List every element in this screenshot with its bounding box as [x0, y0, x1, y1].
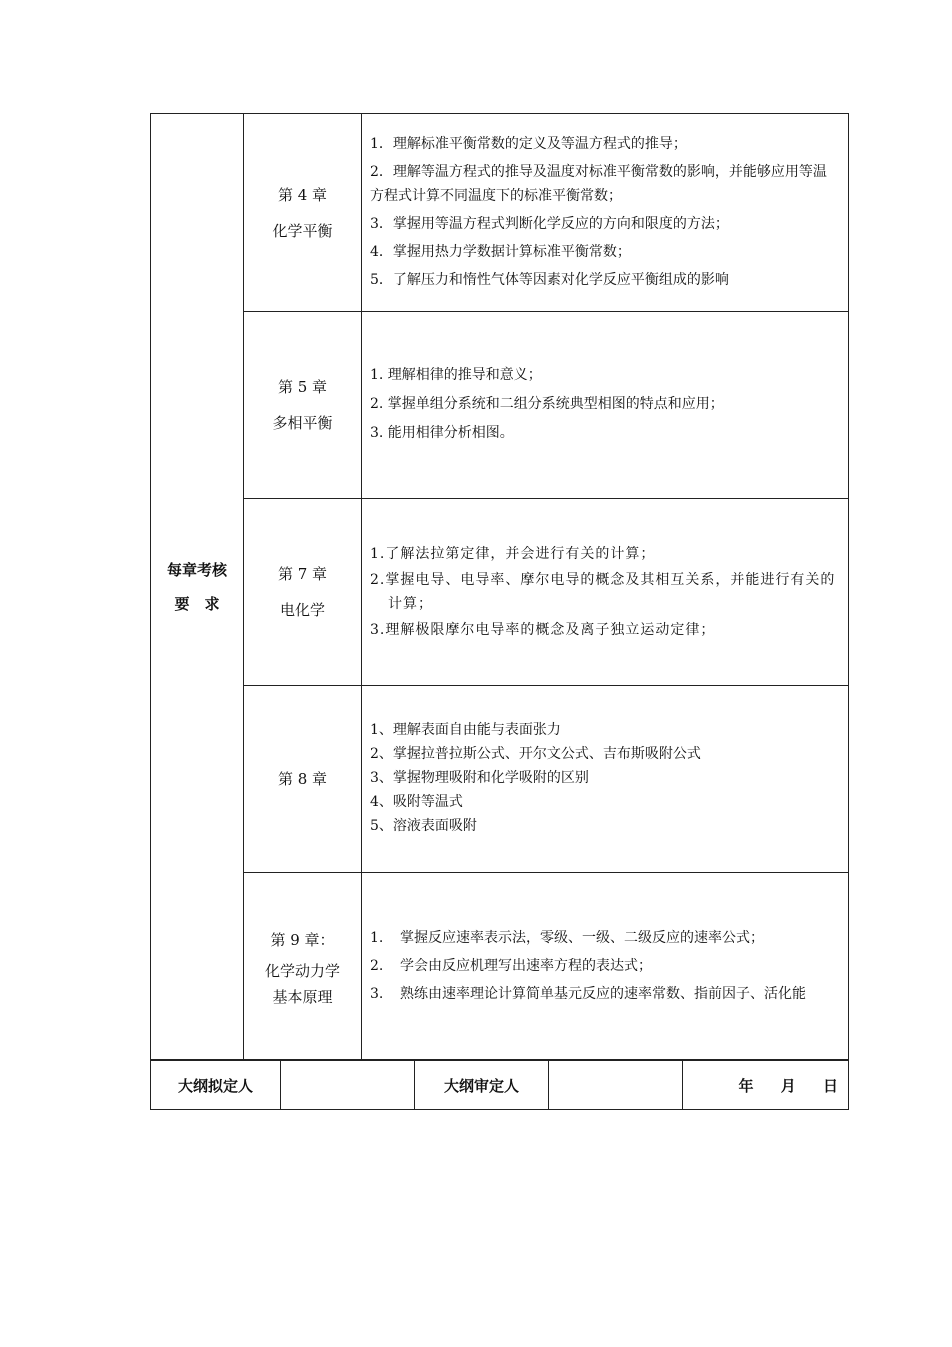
chapter-row-5 [151, 312, 849, 499]
requirement-item: 3.理解极限摩尔电导率的概念及离子独立运动定律； [370, 621, 716, 638]
requirements-cell-8 [362, 686, 849, 873]
requirements-cell-7 [362, 499, 849, 686]
requirement-item: 1、理解表面自由能与表面张力 [370, 722, 561, 738]
requirement-text: 熟练由速率理论计算简单基元反应的速率常数、指前因子、活化能 [400, 985, 806, 1002]
date-year: 年 [738, 1076, 754, 1095]
chapter-number: 第 7 章 [277, 565, 328, 583]
requirement-item: 3、掌握物理吸附和化学吸附的区别 [370, 770, 589, 786]
chapter-cell-5 [244, 312, 362, 499]
requirement-text: 学会由反应机理写出速率方程的表达式； [400, 957, 652, 974]
chapter-row-8 [151, 686, 849, 873]
requirement-item: 2. 掌握单组分系统和二组分系统典型相图的特点和应用； [370, 396, 724, 412]
chapter-row-4 [151, 114, 849, 312]
chapter-number: 第 8 章 [277, 770, 328, 788]
requirement-item [370, 925, 840, 951]
requirement-item: 5．了解压力和惰性气体等因素对化学反应平衡组成的影响 [370, 272, 729, 288]
chapter-row-7 [151, 499, 849, 686]
row-label-cell [151, 114, 244, 1060]
chapter-title-line-1: 化学动力学 [264, 962, 340, 980]
requirements-cell-5 [362, 312, 849, 499]
reviewer-label: 大纲审定人 [415, 1061, 549, 1110]
requirement-item [370, 953, 840, 979]
requirement-number: 3. [370, 985, 384, 1002]
requirements-list [370, 925, 840, 1007]
requirement-text: 掌握反应速率表示法，零级、一级、二级反应的速率公式； [400, 929, 764, 946]
drafter-label: 大纲拟定人 [151, 1061, 281, 1110]
chapter-title: 电化学 [279, 601, 325, 619]
signature-row [151, 1061, 849, 1110]
requirements-list [370, 132, 840, 292]
requirement-item: 2.掌握电导、电导率、摩尔电导的概念及其相互关系，并能进行有关的计算； [370, 571, 836, 612]
requirements-list [370, 542, 840, 642]
requirement-item: 4．掌握用热力学数据计算标准平衡常数； [370, 244, 631, 260]
chapter-title: 多相平衡 [272, 414, 333, 432]
date-month: 月 [780, 1076, 796, 1095]
requirements-list [370, 363, 840, 445]
chapter-row-9 [151, 873, 849, 1060]
requirement-item: 2．理解等温方程式的推导及温度对标准平衡常数的影响，并能够应用等温方程式计算不同温度下的标准平衡常数； [370, 164, 827, 204]
chapter-cell-4 [244, 114, 362, 312]
requirement-number: 2. [370, 957, 384, 974]
chapter-title: 化学平衡 [272, 221, 333, 240]
requirement-item [370, 981, 840, 1007]
requirement-number: 1. [370, 929, 384, 946]
requirement-item: 2、掌握拉普拉斯公式、开尔文公式、吉布斯吸附公式 [370, 746, 701, 762]
requirement-item: 1．理解标准平衡常数的定义及等温方程式的推导； [370, 136, 687, 152]
requirement-item: 1. 理解相律的推导和意义； [370, 367, 542, 383]
requirements-cell-9 [362, 873, 849, 1060]
drafter-field[interactable] [281, 1061, 415, 1110]
reviewer-field[interactable] [549, 1061, 683, 1110]
requirement-item: 5、溶液表面吸附 [370, 818, 477, 834]
requirements-list [370, 719, 840, 837]
date-field[interactable] [683, 1061, 849, 1110]
requirement-item: 3．掌握用等温方程式判断化学反应的方向和限度的方法； [370, 216, 729, 232]
chapter-number: 第 9 章： [270, 931, 335, 949]
chapter-requirements-table [150, 113, 849, 1060]
requirement-item: 1.了解法拉第定律，并会进行有关的计算； [370, 545, 656, 562]
row-label-line-2: 要 求 [174, 594, 220, 613]
requirement-item: 3. 能用相律分析相图。 [370, 425, 514, 441]
signature-table [150, 1060, 849, 1110]
chapter-number: 第 4 章 [277, 185, 328, 204]
row-label-line-1: 每章考核 [166, 560, 227, 579]
chapter-title-line-2: 基本原理 [272, 988, 333, 1006]
requirements-cell-4 [362, 114, 849, 312]
date-day: 日 [822, 1076, 838, 1095]
chapter-cell-9 [244, 873, 362, 1060]
chapter-number: 第 5 章 [277, 378, 328, 396]
chapter-cell-7 [244, 499, 362, 686]
chapter-cell-8 [244, 686, 362, 873]
requirement-item: 4、吸附等温式 [370, 794, 463, 810]
